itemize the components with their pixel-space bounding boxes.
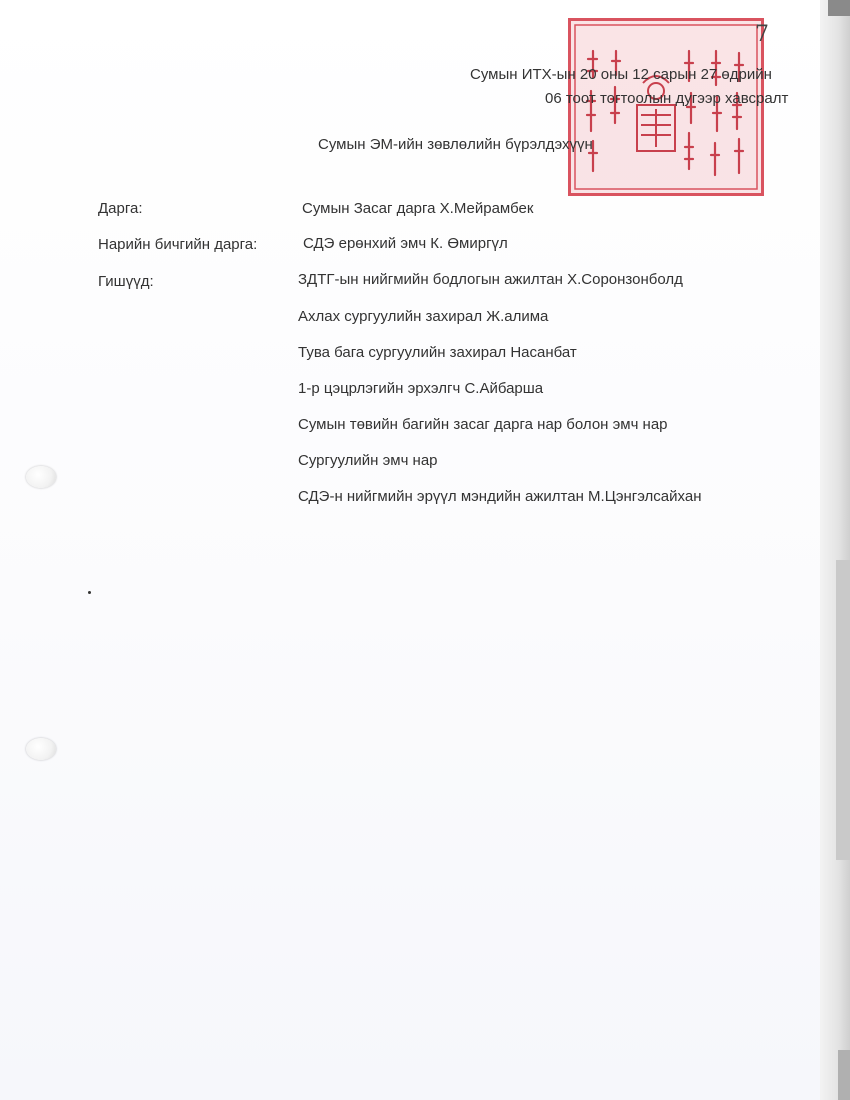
page-number: 7 <box>755 22 769 47</box>
scan-edge <box>820 0 850 1100</box>
member-item: Тува бага сургуулийн захирал Насанбат <box>298 344 577 361</box>
punch-hole <box>26 738 56 760</box>
member-item: СДЭ-н нийгмийн эрүүл мэндийн ажилтан М.Цэнгэлсайхан <box>298 488 702 505</box>
scan-edge-mark <box>828 0 850 16</box>
role-label-secretary: Нарийн бичгийн дарга: <box>98 236 258 253</box>
role-value-secretary: СДЭ ерөнхий эмч К. Өмиргүл <box>303 235 508 252</box>
member-item: Сумын төвийн багийн засаг дарга нар болон эмч нар <box>298 416 668 433</box>
official-seal-stamp <box>568 18 764 196</box>
punch-hole <box>26 466 56 488</box>
header-resolution-line: Сумын ИТХ-ын 20 оны 12 сарын 27 өдрийн <box>470 66 772 83</box>
member-item: Ахлах сургуулийн захирал Ж.алима <box>298 308 549 325</box>
seal-graphic <box>571 21 761 193</box>
scan-speck <box>88 591 91 594</box>
scan-edge-mark <box>838 1050 850 1100</box>
document-title: Сумын ЭМ-ийн зөвлөлийн бүрэлдэхүүн <box>318 136 593 153</box>
header-attachment-line: 06 тоот тогтоолын дугээр хавсралт <box>545 90 789 107</box>
role-label-chair: Дарга: <box>98 200 143 217</box>
role-label-members: Гишүүд: <box>98 273 154 290</box>
role-value-chair: Сумын Засаг дарга Х.Мейрамбек <box>302 200 534 217</box>
role-value-first-member: ЗДТГ-ын нийгмийн бодлогын ажилтан Х.Соронзонболд <box>298 271 683 288</box>
member-item: Сургуулийн эмч нар <box>298 452 438 469</box>
scan-edge-mark <box>836 560 850 860</box>
member-item: 1-р цэцрлэгийн эрхэлгч С.Айбарша <box>298 380 544 397</box>
